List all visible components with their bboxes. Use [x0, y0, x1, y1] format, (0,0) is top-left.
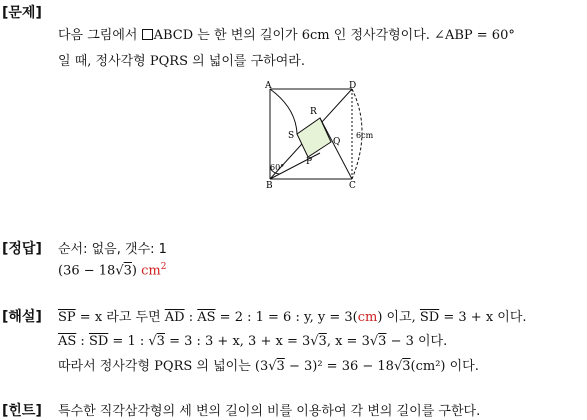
side-label: 6cm	[356, 131, 374, 140]
problem-tag: [문제]	[2, 5, 42, 21]
answer-order: 순서: 없음, 갯수: 1	[58, 242, 167, 257]
solution-tag: [해설]	[2, 309, 42, 325]
answer-value: (36 − 18√3) $cm^2$	[58, 262, 167, 279]
label-d: D	[349, 81, 357, 91]
problem-line-1: 다음 그림에서 ABCD 는 한 변의 길이가 6cm 인 정사각형이다. ∠ABP = 60°	[58, 28, 515, 43]
problem-line-2: 일 때, 정사각형 PQRS 의 넓이를 구하여라.	[58, 54, 305, 69]
answer-tag: [정답]	[2, 241, 42, 257]
label-s: S	[288, 131, 295, 141]
hint-tag: [힌트]	[2, 403, 42, 419]
label-r: R	[310, 107, 317, 117]
geometry-figure	[260, 80, 380, 192]
square-pqrs	[297, 118, 331, 157]
square-symbol-icon	[142, 29, 153, 40]
solution-line-3: 따라서 정사각형 PQRS 의 넓이는 (3√3 − 3)² = 36 − 18√3(cm²) 이다.	[58, 359, 479, 374]
label-b: B	[266, 181, 273, 191]
label-p: P	[306, 157, 313, 167]
label-a: A	[265, 81, 272, 91]
hint-text: 특수한 직각삼각형의 세 변의 길이의 비를 이용하여 각 변의 길이를 구한다.	[58, 404, 481, 419]
solution-line-1: $\overline{SP} = x$ 라고 두면 $\overline{AD}$ : $\overline{AS} = 2$ : 1 = 6 : y, y = 3(cm) 이고, $\overline{SD} = 3 + x$ 이다.	[58, 310, 527, 325]
angle-label: 60°	[270, 163, 285, 172]
label-c: C	[349, 181, 356, 191]
label-q: Q	[333, 137, 341, 147]
solution-line-2: $\overline{AS}$ : $\overline{SD} = 1$ : √3 = 3 : 3 + x, 3 + x = 3√3, x = 3√3 − 3 이다.	[58, 334, 448, 349]
